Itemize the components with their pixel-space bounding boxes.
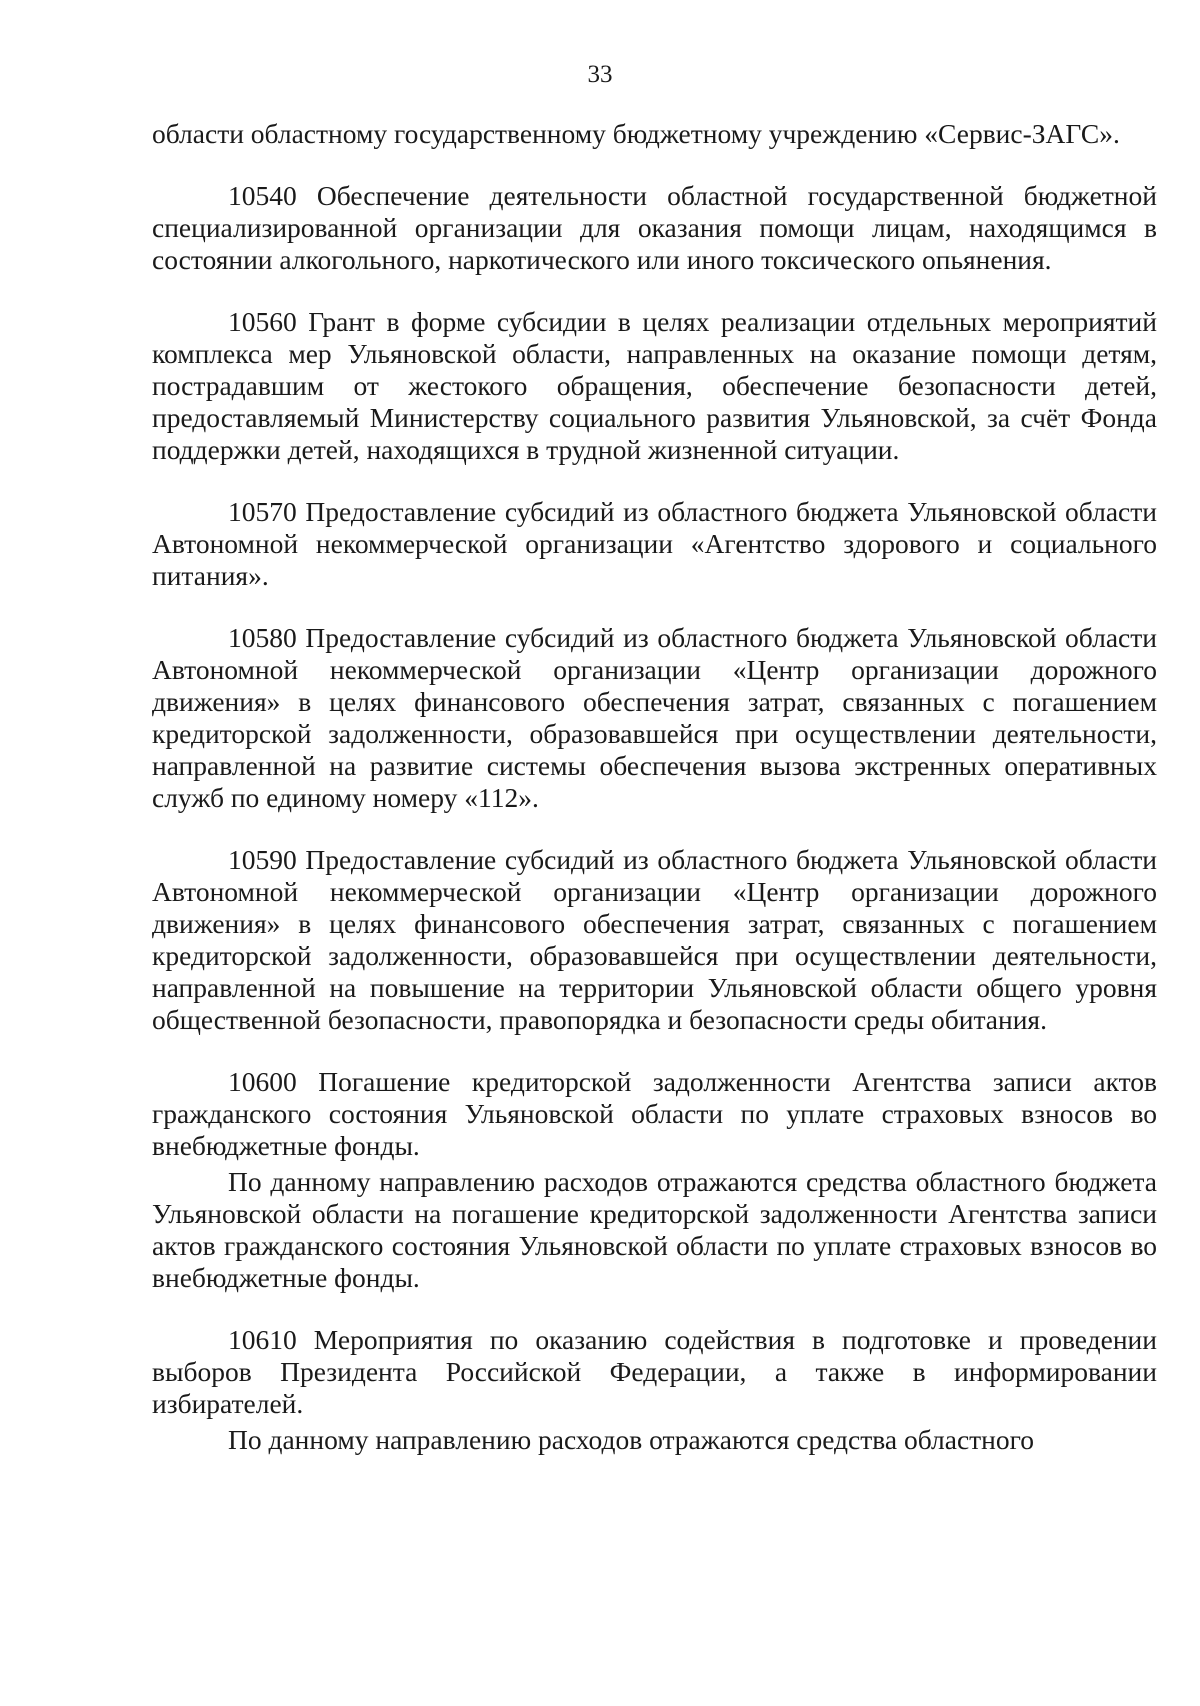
paragraph-10580: 10580 Предоставление субсидий из областного бюджета Ульяновской области Автономной некоммерческой организации «Центр организации дорожного движения» в целях финансового обеспечения затрат, связанных с погашением кредиторской задолженности, образовавшейся при осуществлении деятельности, направленной на развитие системы обеспечения вызова экстренных оперативных служб по единому номеру «112». (152, 622, 1157, 813)
paragraph-10570: 10570 Предоставление субсидий из областного бюджета Ульяновской области Автономной некоммерческой организации «Агентство здорового и социального питания». (152, 496, 1157, 591)
paragraph-10560: 10560 Грант в форме субсидии в целях реализации отдельных мероприятий комплекса мер Ульяновской области, направленных на оказание помощи детям, пострадавшим от жестокого обращения, обеспечение безопасности детей, предоставляемый Министерству социального развития Ульяновской, за счёт Фонда поддержки детей, находящихся в трудной жизненной ситуации. (152, 306, 1157, 465)
paragraph-10600: 10600 Погашение кредиторской задолженности Агентства записи актов гражданского состояния Ульяновской области по уплате страховых взносов во внебюджетные фонды. (152, 1066, 1157, 1161)
paragraph-10610-note: По данному направлению расходов отражаются средства областного (228, 1424, 1034, 1455)
paragraph-10610: 10610 Мероприятия по оказанию содействия в подготовке и проведении выборов Президента Российской Федерации, а также в информировании избирателей. (152, 1324, 1157, 1419)
paragraph-10590: 10590 Предоставление субсидий из областного бюджета Ульяновской области Автономной некоммерческой организации «Центр организации дорожного движения» в целях финансового обеспечения затрат, связанных с погашением кредиторской задолженности, образовавшейся при осуществлении деятельности, направленной на повышение на территории Ульяновской области общего уровня общественной безопасности, правопорядка и безопасности среды обитания. (152, 844, 1157, 1035)
paragraph-continuation: области областному государственному бюджетному учреждению «Сервис-ЗАГС». (152, 118, 1120, 149)
paragraph-10540: 10540 Обеспечение деятельности областной государственной бюджетной специализированной организации для оказания помощи лицам, находящимся в состоянии алкогольного, наркотического или иного токсического опьянения. (152, 180, 1157, 275)
document-body (152, 118, 1157, 1456)
page-number: 33 (587, 61, 613, 88)
paragraph-10600-note: По данному направлению расходов отражаются средства областного бюджета Ульяновской области на погашение кредиторской задолженности Агентства записи актов гражданского состояния Ульяновской области по уплате страховых взносов во внебюджетные фонды. (152, 1166, 1157, 1293)
